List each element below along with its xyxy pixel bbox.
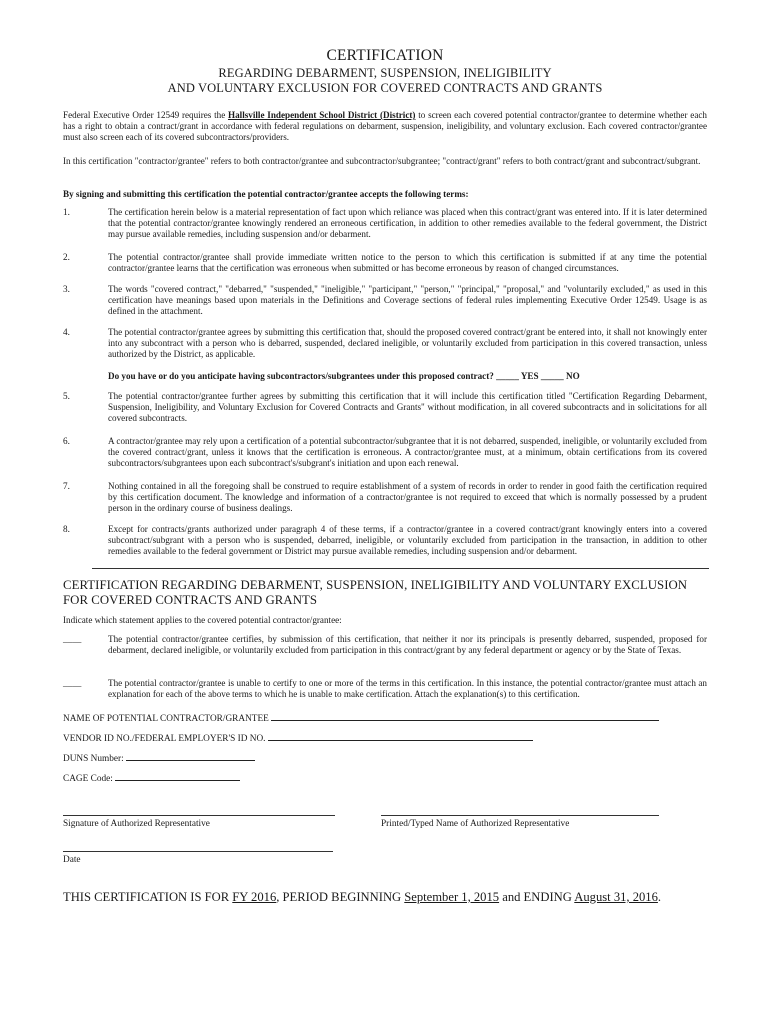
term-text: The potential contractor/grantee agrees by submitting this certification that, should the proposed covered contract/grant be entered into, it shall not knowingly enter into any subcontract with a person who is debarred, suspended, declared ineligible, or voluntarily excluded from participation in this covered transaction, unless authorized by the District, as applicable. <box>108 327 707 360</box>
term-number: 7. <box>63 481 70 491</box>
document-title: CERTIFICATION <box>326 47 444 64</box>
term-number: 6. <box>63 436 70 446</box>
option1-check-blank[interactable]: ____ <box>63 634 82 644</box>
period-end-date: August 31, 2016 <box>574 890 658 904</box>
term-text: The potential contractor/grantee further agrees by submitting this certification that it will include this certification titled "Certification Regarding Debarment, Suspension, Ineligibility, and Voluntary Exclusion for Covered Contracts and Grants" without modification, in all covered subcontracts and in solicitations for all covered subcontracts. <box>108 391 707 424</box>
intro-text-start: Federal Executive Order 12549 requires the <box>63 110 229 120</box>
certification-heading: CERTIFICATION REGARDING DEBARMENT, SUSPENSION, INELIGIBILITY AND VOLUNTARY EXCLUSION FOR COVERED CONTRACTS AND GRANTS <box>63 578 688 607</box>
fiscal-period-statement <box>63 890 723 905</box>
contractor-name-row <box>63 711 659 724</box>
intro-text-end: to screen each covered potential contractor/grantee to determine whether each has a right to obtain a contract/grant in accordance with federal regulations on debarment, suspension, ineligibility, and voluntary exclusion. Each covered contractor/grantee must also screen each of its covered subcontractors/providers. <box>63 110 707 143</box>
term-text: The certification herein below is a material representation of fact upon which reliance was placed when this contract/grant was entered into. If it is later determined that the potential contractor/grantee knowingly rendered an erroneous certification, in addition to other remedies available to the federal government, the District may pursue available remedies, including suspension and/or debarment. <box>108 207 707 240</box>
definitions-paragraph: In this certification "contractor/grantee" refers to both contractor/grantee and subcontractor/subgrantee; "contract/grant" refers to both contract/grant and subcontract/subgrant. <box>63 156 701 166</box>
duns-field[interactable] <box>126 751 255 761</box>
option2-statement: The potential contractor/grantee is unable to certify to one or more of the terms in this certification. In this instance, the potential contractor/grantee must attach an explanation for each of the above terms to which he is unable to make certification. Attach the explanation(s) to this certification. <box>108 678 707 700</box>
period-begin-date: September 1, 2015 <box>404 890 500 904</box>
term-number: 8. <box>63 524 70 534</box>
term-number: 3. <box>63 284 70 294</box>
printed-name-line[interactable] <box>381 815 659 816</box>
term-number: 2. <box>63 252 70 262</box>
section-divider <box>92 568 709 569</box>
term-number: 5. <box>63 391 70 401</box>
duns-label: DUNS Number: <box>63 754 124 764</box>
date-label: Date <box>63 855 81 865</box>
intro-paragraph <box>63 110 707 144</box>
signature-line[interactable] <box>63 815 335 816</box>
period-ending-text: and ENDING <box>499 890 575 904</box>
fiscal-year: FY 2016 <box>232 890 277 904</box>
subcontractor-question: Do you have or do you anticipate having subcontractors/subgrantees under this proposed contract? _____ YES _____ NO <box>108 371 580 381</box>
term-text: Except for contracts/grants authorized under paragraph 4 of these terms, if a contractor/grantee in a covered contract/grant knowingly enters into a covered subcontract/subgrant with a person who is suspended, debarred, ineligible, or voluntarily excluded from participation in the transaction, in addition to other remedies available to the federal government or District may pursue available remedies, including suspension and/or debarment. <box>108 524 707 557</box>
term-text: Nothing contained in all the foregoing shall be construed to require establishment of a system of records in order to render in good faith the certification required by this certification document. The knowledge and information of a contractor/grantee is not required to exceed that which is normally possessed by a prudent person in the ordinary course of business dealings. <box>108 481 707 514</box>
cage-row <box>63 771 240 784</box>
option1-statement: The potential contractor/grantee certifies, by submission of this certification, that neither it nor its principals is presently debarred, suspended, proposed for debarment, declared ineligible, or voluntarily excluded from participation in this contract/grant by any federal department or agency or by the State of Texas. <box>108 634 707 656</box>
option2-check-blank[interactable]: ____ <box>63 678 82 688</box>
district-name: Hallsville Independent School District (District) <box>228 110 416 120</box>
contractor-name-field[interactable] <box>271 711 659 721</box>
document-subtitle-line1: REGARDING DEBARMENT, SUSPENSION, INELIGIBILITY <box>218 66 552 80</box>
certification-instruction: Indicate which statement applies to the covered potential contractor/grantee: <box>63 615 342 625</box>
document-subtitle-line2: AND VOLUNTARY EXCLUSION FOR COVERED CONTRACTS AND GRANTS <box>167 81 603 95</box>
fiscal-period-prefix: THIS CERTIFICATION IS FOR <box>63 890 233 904</box>
term-number: 4. <box>63 327 70 337</box>
statement-period-mark: . <box>657 890 662 904</box>
vendor-id-label: VENDOR ID NO./FEDERAL EMPLOYER'S ID NO. <box>63 734 266 744</box>
term-number: 1. <box>63 207 70 217</box>
vendor-id-row <box>63 731 533 744</box>
date-line[interactable] <box>63 851 333 852</box>
term-text: The words "covered contract," "debarred," "suspended," "ineligible," "participant," "person," "principal," "proposal," and "voluntarily excluded," as used in this certification have meanings based upon materials in the Definitions and Coverage sections of federal rules implementing Executive Order 12549. Usage is as defined in the attachment. <box>108 284 707 317</box>
term-text: A contractor/grantee may rely upon a certification of a potential subcontractor/subgrantee that it is not debarred, suspended, ineligible, or voluntarily excluded from the covered contract/grant, unless it knows that the certification is erroneous. A contractor/grantee must, at a minimum, obtain certifications from its covered subcontractors/subgrantees upon each subcontract's/subgrant's initiation and upon each renewal. <box>108 436 707 469</box>
cage-label: CAGE Code: <box>63 774 113 784</box>
term-text: The potential contractor/grantee shall provide immediate written notice to the person to which this certification is submitted if at any time the potential contractor/grantee learns that the certification was erroneous when submitted or has become erroneous by reason of changed circumstances. <box>108 252 707 274</box>
vendor-id-field[interactable] <box>268 731 533 741</box>
period-beginning-text: , PERIOD BEGINNING <box>276 890 405 904</box>
duns-row <box>63 751 255 764</box>
terms-intro: By signing and submitting this certification the potential contractor/grantee accepts the following terms: <box>63 189 469 199</box>
contractor-name-label: NAME OF POTENTIAL CONTRACTOR/GRANTEE <box>63 714 269 724</box>
signature-label: Signature of Authorized Representative <box>63 819 210 829</box>
printed-name-label: Printed/Typed Name of Authorized Representative <box>381 819 570 829</box>
cage-field[interactable] <box>115 771 240 781</box>
